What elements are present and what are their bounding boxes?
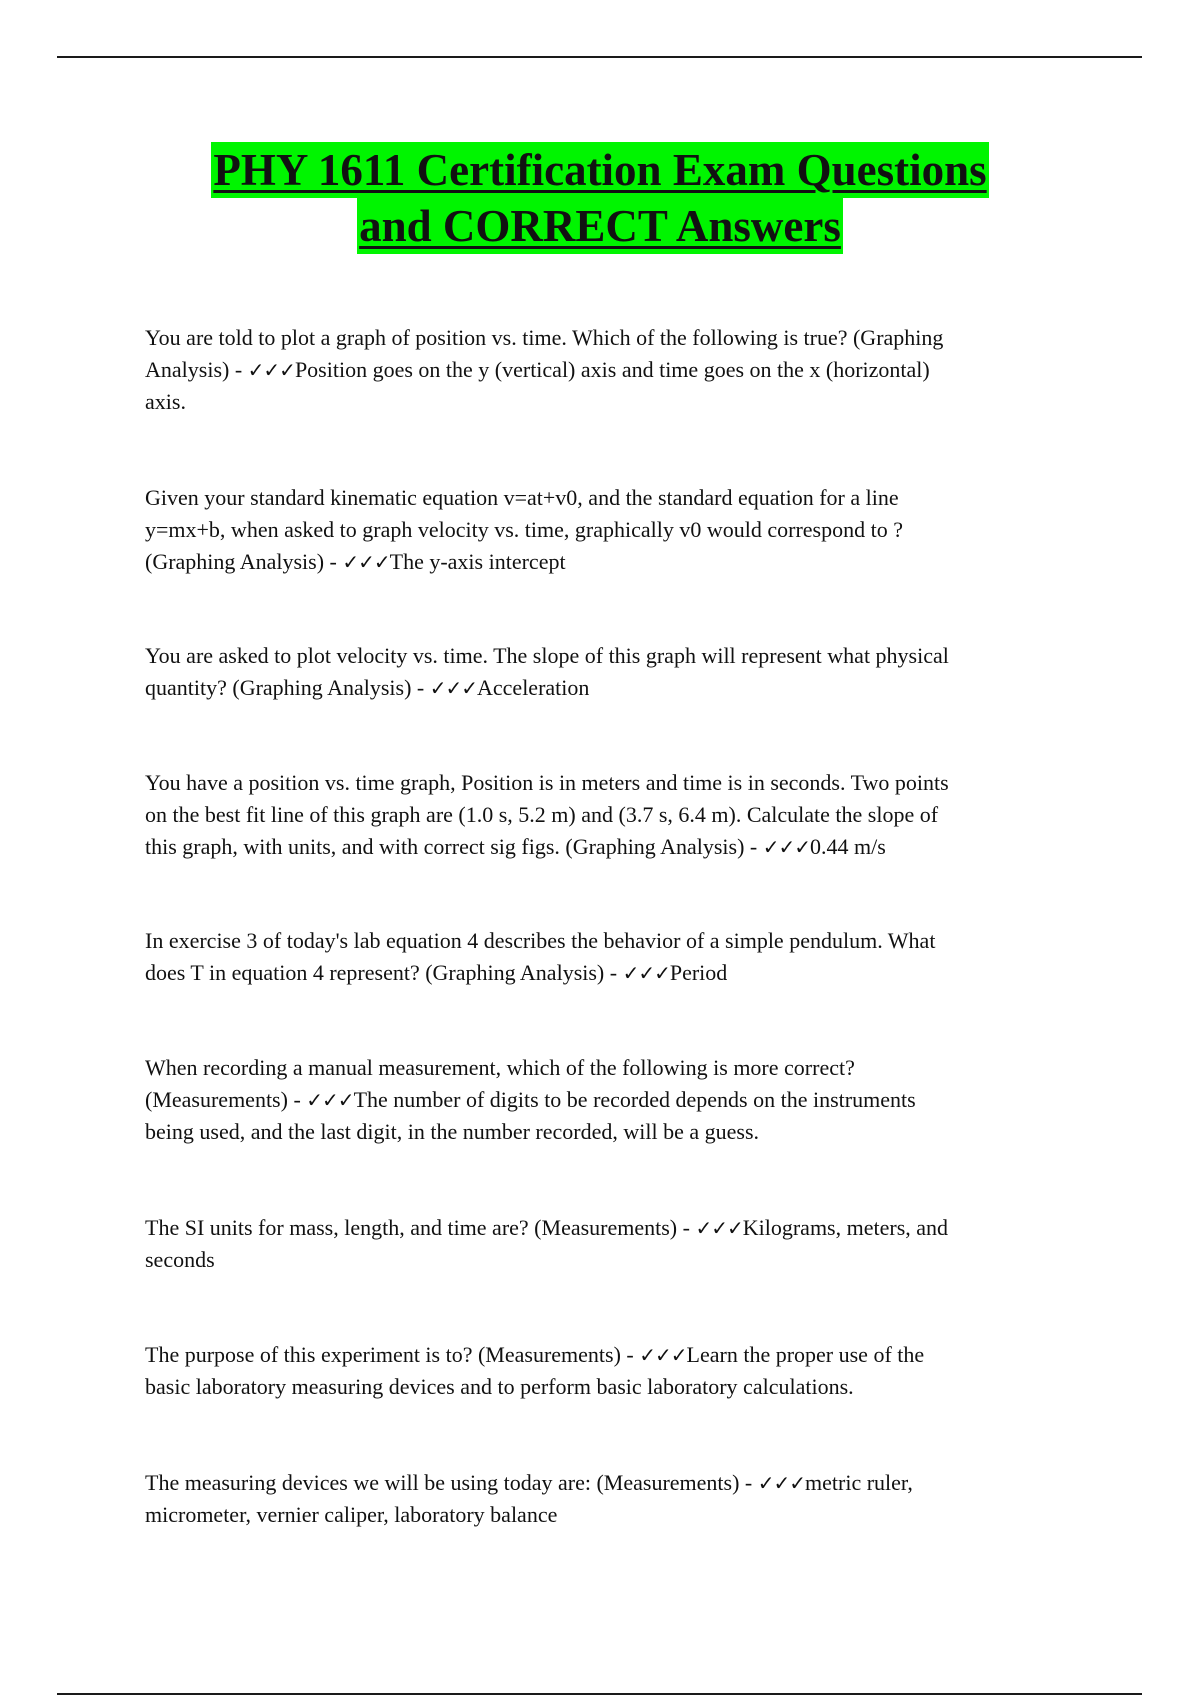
checkmarks-icon: ✓✓✓ bbox=[342, 550, 390, 574]
question-text: You have a position vs. time graph, Position is in meters and time is in seconds. Two points on the best fit line of this graph are (1.0 s, 5.2 m) and (3.7 s, 6.4 m). Calculate the slope of this graph, with units, and with correct sig figs. (Graphing Analysis) - bbox=[145, 770, 949, 859]
answer-text: Position goes on the y (vertical) axis and time goes on the x (horizontal) axis. bbox=[145, 357, 930, 414]
checkmarks-icon: ✓✓✓ bbox=[247, 358, 295, 382]
document-title bbox=[100, 142, 1100, 254]
checkmarks-icon: ✓✓✓ bbox=[429, 676, 478, 700]
answer-text: 0.44 m/s bbox=[810, 834, 886, 859]
qa-item bbox=[145, 640, 1045, 704]
qa-item bbox=[145, 1052, 1045, 1148]
answer-text: Learn the proper use of the basic laboratory measuring devices and to perform basic laboratory calculations. bbox=[145, 1342, 925, 1399]
answer-text: Acceleration bbox=[477, 675, 590, 700]
answer-text: The number of digits to be recorded depends on the instruments being used, and the last digit, in the number recorded, will be a guess. bbox=[145, 1087, 916, 1144]
question-text: You are asked to plot velocity vs. time. The slope of this graph will represent what physical quantity? (Graphing Analysis) - bbox=[145, 643, 949, 700]
checkmarks-icon: ✓✓✓ bbox=[639, 1343, 687, 1367]
qa-item bbox=[145, 482, 1045, 578]
checkmarks-icon: ✓✓✓ bbox=[757, 1471, 806, 1495]
question-text: When recording a manual measurement, which of the following is more correct? (Measurements) - bbox=[145, 1055, 855, 1112]
qa-item bbox=[145, 1467, 1045, 1531]
bottom-divider bbox=[57, 1693, 1142, 1695]
qa-item bbox=[145, 1212, 1045, 1276]
title-line-2: and CORRECT Answers bbox=[357, 198, 843, 254]
answer-text: metric ruler, micrometer, vernier caliper, laboratory balance bbox=[145, 1470, 913, 1527]
answer-text: Period bbox=[669, 960, 728, 985]
checkmarks-icon: ✓✓✓ bbox=[622, 961, 670, 985]
qa-item bbox=[145, 925, 1045, 989]
question-text: The SI units for mass, length, and time are? (Measurements) - bbox=[145, 1215, 696, 1240]
qa-item bbox=[145, 322, 1045, 418]
question-text: The measuring devices we will be using today are: (Measurements) - bbox=[145, 1470, 758, 1495]
qa-item bbox=[145, 1339, 1045, 1403]
answer-text: The y-axis intercept bbox=[389, 549, 566, 574]
question-text: You are told to plot a graph of position vs. time. Which of the following is true? (Graphing Analysis) - bbox=[145, 325, 944, 382]
question-text: In exercise 3 of today's lab equation 4 describes the behavior of a simple pendulum. What does T in equation 4 represent? (Graphing Analysis) - bbox=[145, 928, 936, 985]
qa-item bbox=[145, 767, 1045, 863]
title-line-1: PHY 1611 Certification Exam Questions bbox=[211, 142, 988, 198]
answer-text: Kilograms, meters, and seconds bbox=[145, 1215, 949, 1272]
top-divider bbox=[57, 56, 1142, 58]
checkmarks-icon: ✓✓✓ bbox=[306, 1088, 354, 1112]
checkmarks-icon: ✓✓✓ bbox=[762, 835, 811, 859]
question-text: The purpose of this experiment is to? (Measurements) - bbox=[145, 1342, 640, 1367]
checkmarks-icon: ✓✓✓ bbox=[695, 1216, 743, 1240]
question-text: Given your standard kinematic equation v=at+v0, and the standard equation for a line y=mx+b, when asked to graph velocity vs. time, graphically v0 would correspond to ? (Graphing Analysis) - bbox=[145, 485, 903, 574]
